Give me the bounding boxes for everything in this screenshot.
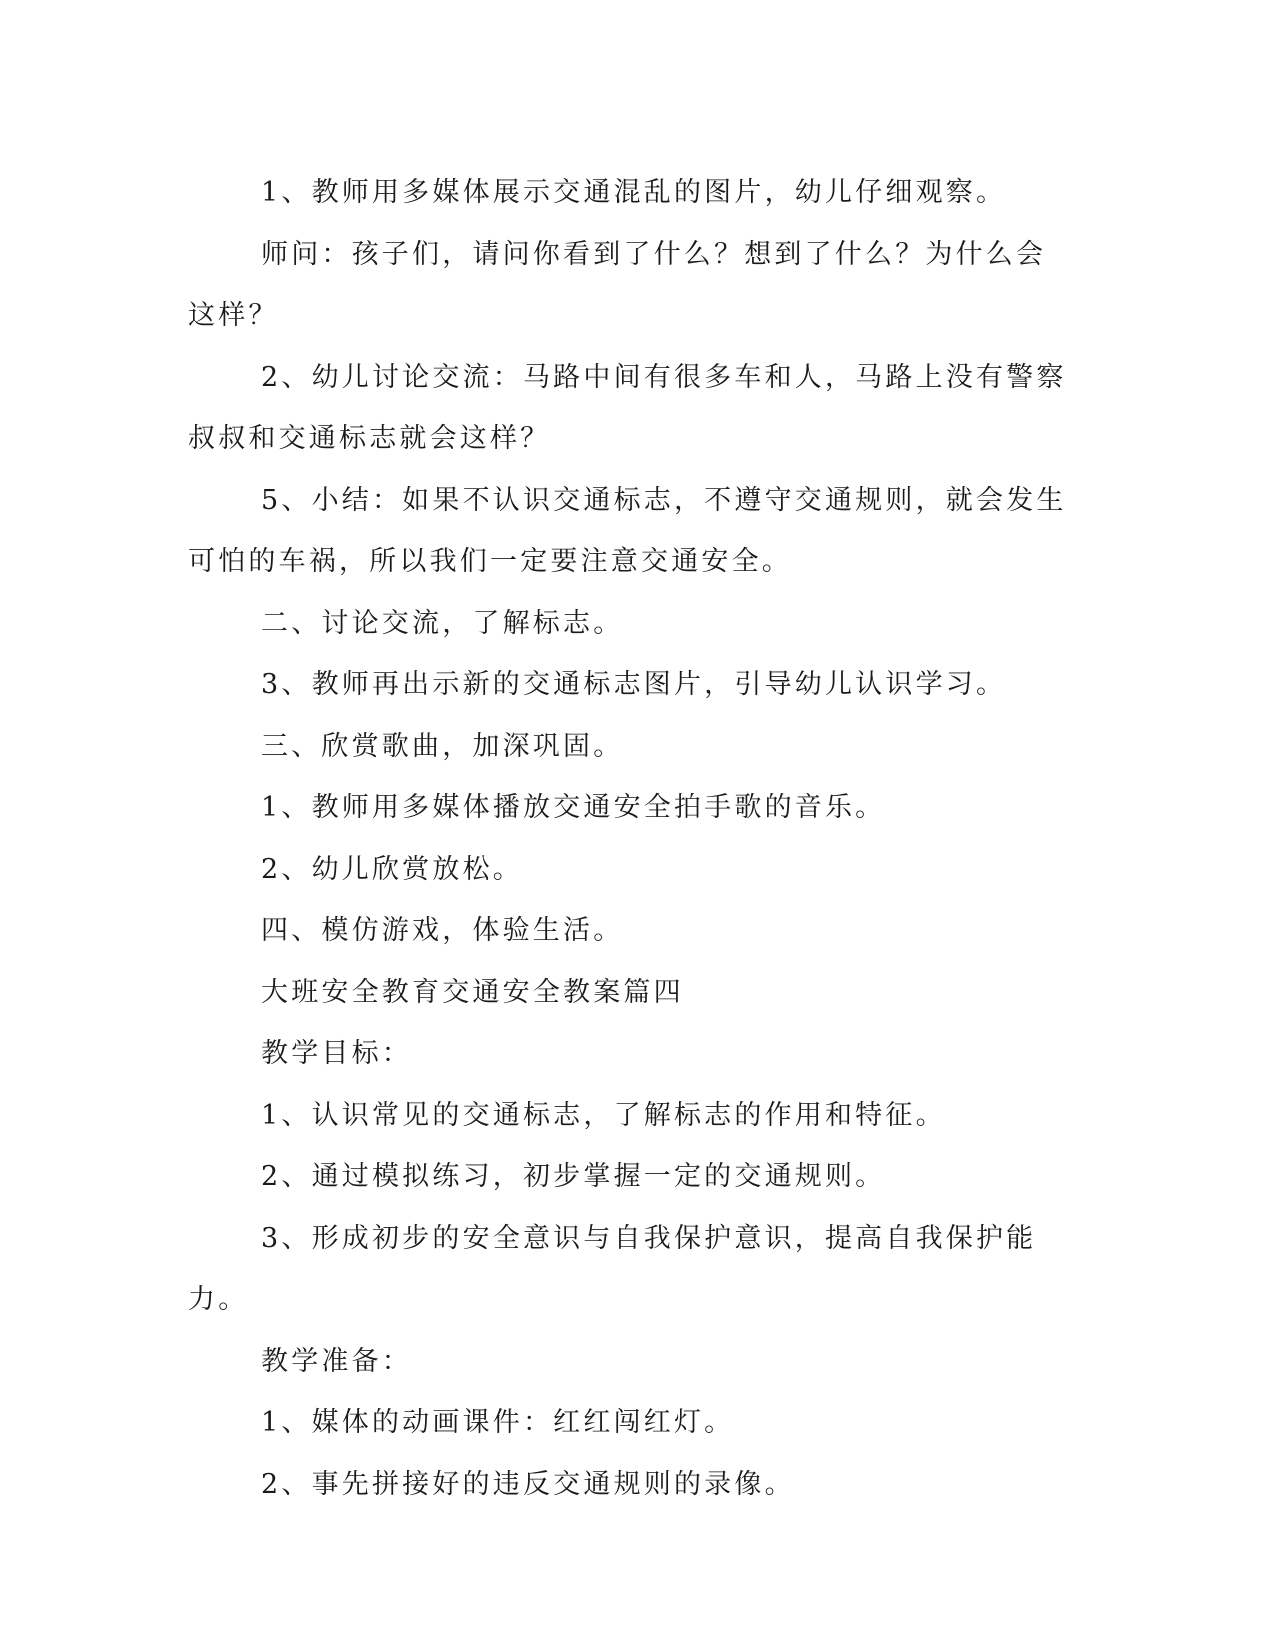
paragraph-2: 师问：孩子们，请问你看到了什么？想到了什么？为什么会这样？	[188, 238, 1047, 331]
paragraph-3: 2、幼儿讨论交流：马路中间有很多车和人，马路上没有警察叔叔和交通标志就会这样？	[188, 361, 1067, 454]
paragraph-6: 3、教师再出示新的交通标志图片，引导幼儿认识学习。	[261, 669, 1007, 700]
paragraph-16: 教学准备：	[261, 1345, 412, 1377]
paragraph-15: 3、形成初步的安全意识与自我保护意识，提高自我保护能力。	[188, 1222, 1037, 1315]
paragraph-10: 四、模仿游戏，体验生活。	[261, 915, 624, 946]
paragraph-9: 2、幼儿欣赏放松。	[261, 853, 523, 885]
paragraph-7: 三、欣赏歌曲，加深巩固。	[261, 730, 624, 762]
paragraph-5: 二、讨论交流，了解标志。	[261, 607, 624, 639]
paragraph-8: 1、教师用多媒体播放交通安全拍手歌的音乐。	[261, 792, 886, 823]
paragraph-1: 1、教师用多媒体展示交通混乱的图片，幼儿仔细观察。	[261, 177, 1007, 208]
document-body	[188, 162, 1068, 1515]
paragraph-13: 1、认识常见的交通标志，了解标志的作用和特征。	[261, 1099, 946, 1131]
section-heading: 大班安全教育交通安全教案篇四	[261, 976, 684, 1008]
paragraph-14: 2、通过模拟练习，初步掌握一定的交通规则。	[261, 1161, 886, 1192]
paragraph-18: 2、事先拼接好的违反交通规则的录像。	[261, 1468, 795, 1500]
paragraph-12: 教学目标：	[261, 1038, 412, 1069]
paragraph-4: 5、小结：如果不认识交通标志，不遵守交通规则，就会发生可怕的车祸，所以我们一定要注意交通安全。	[188, 484, 1067, 577]
paragraph-17: 1、媒体的动画课件：红红闯红灯。	[261, 1407, 735, 1438]
